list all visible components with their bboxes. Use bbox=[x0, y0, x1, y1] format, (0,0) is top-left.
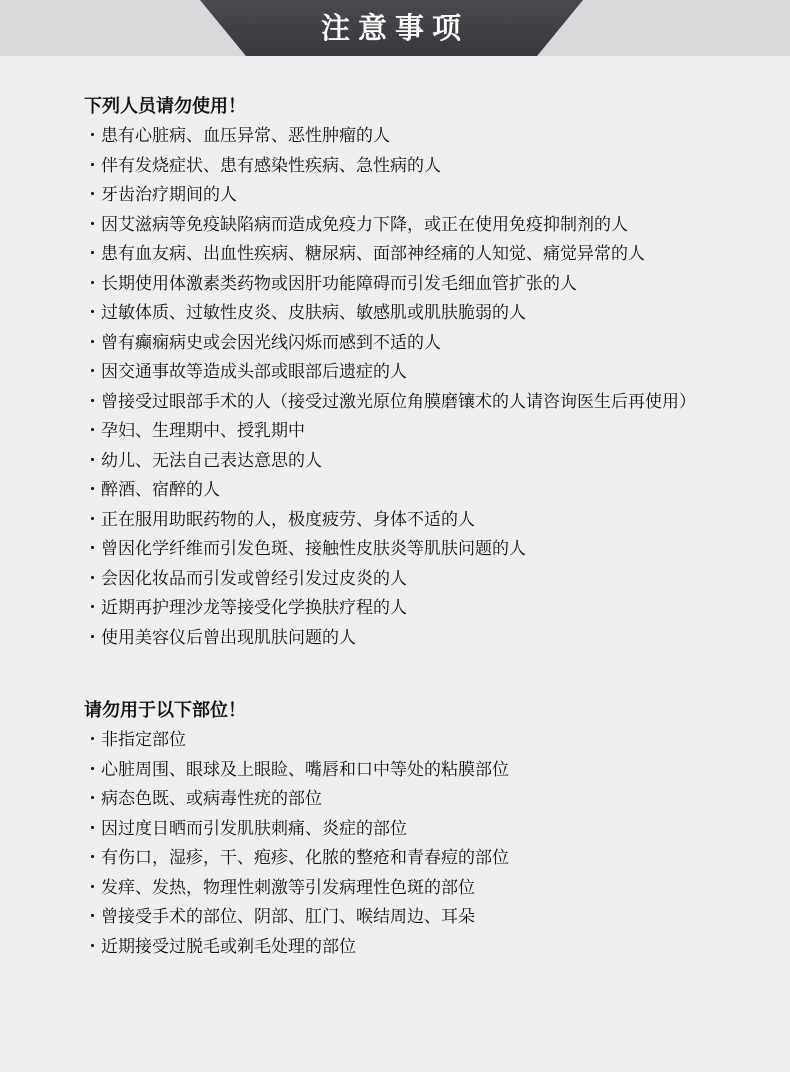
list-item: ・患有血友病、出血性疾病、糖尿病、面部神经痛的人知觉、痛觉异常的人 bbox=[84, 244, 645, 264]
list-item: ・近期再护理沙龙等接受化学换肤疗程的人 bbox=[84, 598, 407, 618]
list-item: ・非指定部位 bbox=[84, 730, 186, 750]
section-title-prohibited-users: 下列人员请勿使用！ bbox=[84, 96, 246, 117]
list-item: ・过敏体质、过敏性皮炎、皮肤病、敏感肌或肌肤脆弱的人 bbox=[84, 303, 526, 323]
list-item: ・发痒、发热，物理性刺激等引发病理性色斑的部位 bbox=[84, 877, 475, 898]
list-item: ・因交通事故等造成头部或眼部后遗症的人 bbox=[84, 362, 407, 382]
list-item: ・牙齿治疗期间的人 bbox=[84, 185, 237, 205]
page-title: 注意事项 bbox=[320, 11, 469, 45]
list-item: ・近期接受过脱毛或剃毛处理的部位 bbox=[84, 936, 356, 957]
list-item: ・会因化妆品而引发或曾经引发过皮炎的人 bbox=[84, 568, 407, 589]
list-item: ・幼儿、无法自己表达意思的人 bbox=[84, 450, 322, 471]
list-item: ・醉酒、宿醉的人 bbox=[84, 480, 220, 500]
list-item: ・因艾滋病等免疫缺陷病而造成免疫力下降，或正在使用免疫抑制剂的人 bbox=[84, 214, 628, 235]
section-title-prohibited-areas: 请勿用于以下部位！ bbox=[84, 700, 246, 721]
list-item: ・有伤口，湿疹，干、疱疹、化脓的整疮和青春痘的部位 bbox=[84, 848, 509, 868]
list-item: ・曾因化学纤维而引发色斑、接触性皮肤炎等肌肤问题的人 bbox=[84, 539, 526, 559]
prohibited-areas-list bbox=[84, 726, 704, 962]
list-item: ・孕妇、生理期中、授乳期中 bbox=[84, 421, 305, 441]
list-item: ・曾接受过眼部手术的人（接受过激光原位角膜磨镶术的人请咨询医生后再使用） bbox=[84, 391, 696, 412]
header-bar bbox=[0, 0, 790, 56]
list-item: ・伴有发烧症状、患有感染性疾病、急性病的人 bbox=[84, 155, 441, 176]
list-item: ・正在服用助眠药物的人，极度疲劳、身体不适的人 bbox=[84, 509, 475, 530]
prohibited-users-list bbox=[84, 122, 704, 653]
list-item: ・因过度日晒而引发肌肤刺痛、炎症的部位 bbox=[84, 818, 407, 839]
list-item: ・曾接受手术的部位、阴部、肛门、喉结周边、耳朵 bbox=[84, 907, 475, 927]
list-item: ・心脏周围、眼球及上眼睑、嘴唇和口中等处的粘膜部位 bbox=[84, 759, 509, 780]
list-item: ・长期使用体激素类药物或因肝功能障碍而引发毛细血管扩张的人 bbox=[84, 273, 577, 294]
list-item: ・使用美容仪后曾出现肌肤问题的人 bbox=[84, 627, 356, 648]
list-item: ・曾有癫痫病史或会因光线闪烁而感到不适的人 bbox=[84, 332, 441, 353]
list-item: ・患有心脏病、血压异常、恶性肿瘤的人 bbox=[84, 126, 390, 146]
list-item: ・病态色既、或病毒性疣的部位 bbox=[84, 789, 322, 809]
notice-content bbox=[84, 92, 704, 962]
section-spacer bbox=[84, 653, 704, 696]
